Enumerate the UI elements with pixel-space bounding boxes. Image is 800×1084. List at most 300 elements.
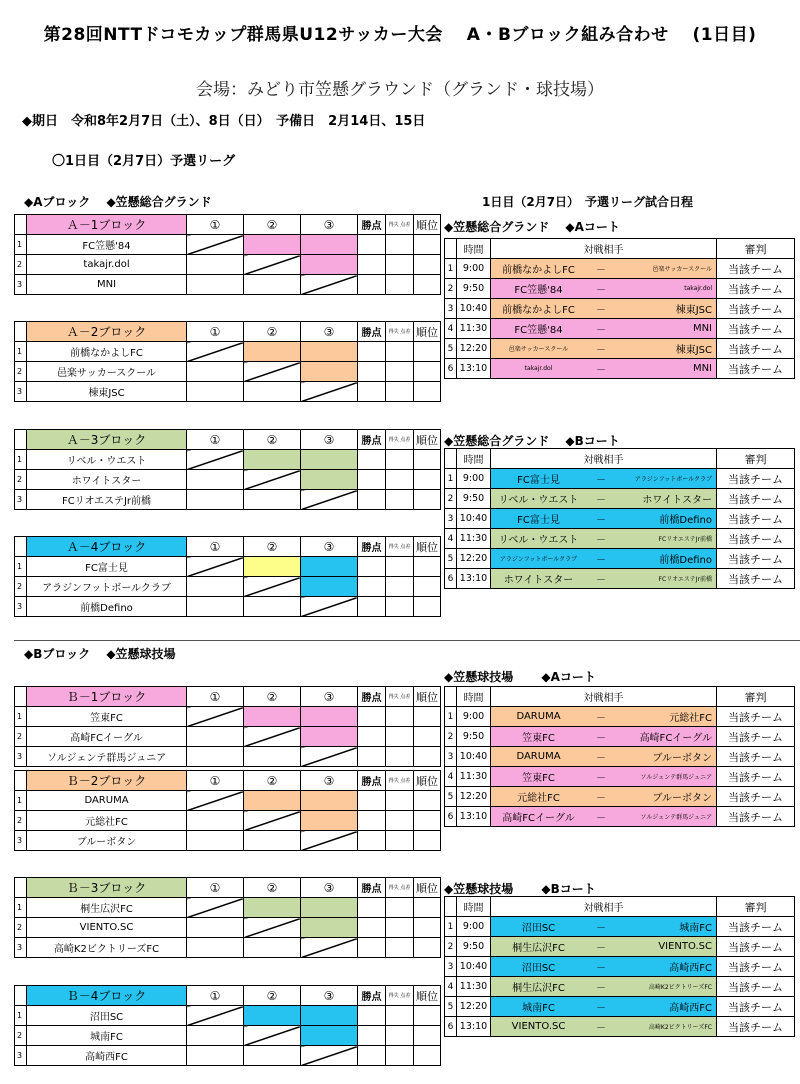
match-time: 9:50 bbox=[457, 727, 491, 747]
match-time: 9:00 bbox=[457, 917, 491, 937]
result-cell bbox=[187, 727, 244, 747]
match-number: 4 bbox=[445, 319, 457, 339]
referee: 当該チーム bbox=[717, 339, 795, 359]
col-header-3: ③ bbox=[301, 537, 358, 557]
col-header-1: ① bbox=[187, 687, 244, 707]
team-number: 1 bbox=[15, 707, 27, 727]
match-inner bbox=[491, 957, 716, 976]
result-cell bbox=[301, 362, 358, 382]
league-header-row bbox=[15, 430, 441, 450]
team-name: ホワイトスター bbox=[27, 470, 187, 490]
match-number: 5 bbox=[445, 339, 457, 359]
result-cell bbox=[187, 938, 244, 958]
gd-cell bbox=[386, 1006, 414, 1026]
diagonal-cell bbox=[187, 235, 244, 255]
away-team: ソルジェンテ群馬ジュニア bbox=[640, 814, 712, 821]
match-dash: － bbox=[596, 495, 606, 506]
home-team: 高崎FCイーグル bbox=[502, 813, 575, 824]
match-dash: － bbox=[596, 555, 606, 566]
match-header: 対戦相手 bbox=[491, 687, 717, 707]
team-number: 1 bbox=[15, 235, 27, 255]
result-cell bbox=[301, 342, 358, 362]
gd-cell bbox=[386, 707, 414, 727]
league-row bbox=[15, 898, 441, 918]
team-name: リベル・ウエスト bbox=[27, 450, 187, 470]
gd-cell bbox=[386, 791, 414, 811]
match-row bbox=[445, 727, 795, 747]
diagonal-cell bbox=[301, 490, 358, 510]
diagonal-cell bbox=[301, 597, 358, 617]
match-cell bbox=[491, 937, 717, 957]
match-row bbox=[445, 279, 795, 299]
match-row bbox=[445, 569, 795, 589]
result-cell bbox=[187, 470, 244, 490]
schedule-title: 1日目（2月7日） 予選リーグ試合日程 bbox=[482, 195, 694, 209]
match-cell bbox=[491, 469, 717, 489]
diagonal-cell bbox=[301, 938, 358, 958]
referee: 当該チーム bbox=[717, 787, 795, 807]
pts-cell bbox=[358, 831, 386, 851]
match-cell bbox=[491, 279, 717, 299]
match-cell bbox=[491, 707, 717, 727]
match-cell bbox=[491, 339, 717, 359]
pts-cell bbox=[358, 275, 386, 295]
pts-cell bbox=[358, 727, 386, 747]
match-number: 1 bbox=[445, 707, 457, 727]
gd-cell bbox=[386, 938, 414, 958]
diagonal-cell bbox=[187, 898, 244, 918]
rank-header: 順位 bbox=[414, 771, 441, 791]
team-name: 前橋Defino bbox=[27, 597, 187, 617]
away-team: ホワイトスター bbox=[642, 495, 712, 506]
result-cell bbox=[244, 342, 301, 362]
match-dash: － bbox=[596, 923, 606, 934]
rank-header: 順位 bbox=[414, 430, 441, 450]
match-inner bbox=[491, 319, 716, 338]
match-cell bbox=[491, 259, 717, 279]
team-name: FC笠懸'84 bbox=[27, 235, 187, 255]
schedule-label: ◆笠懸球技場 ◆Aコート bbox=[444, 670, 596, 684]
section-divider bbox=[14, 640, 800, 641]
col-header-3: ③ bbox=[301, 878, 358, 898]
team-name: 高崎K2ビクトリーズFC bbox=[27, 938, 187, 958]
match-cell bbox=[491, 767, 717, 787]
gd-cell bbox=[386, 342, 414, 362]
pts-cell bbox=[358, 1046, 386, 1066]
col-header-2: ② bbox=[244, 537, 301, 557]
result-cell bbox=[244, 898, 301, 918]
team-name: 棟東JSC bbox=[27, 382, 187, 402]
team-number: 2 bbox=[15, 811, 27, 831]
referee: 当該チーム bbox=[717, 767, 795, 787]
match-time: 10:40 bbox=[457, 747, 491, 767]
result-cell bbox=[187, 362, 244, 382]
league-row bbox=[15, 255, 441, 275]
home-team: 邑楽サッカースクール bbox=[508, 346, 569, 353]
match-time: 9:00 bbox=[457, 707, 491, 727]
league-row bbox=[15, 791, 441, 811]
col-header-1: ① bbox=[187, 537, 244, 557]
section-b-label: ◆Bブロック ◆笠懸球技場 bbox=[24, 647, 176, 661]
league-table bbox=[14, 877, 441, 958]
result-cell bbox=[301, 791, 358, 811]
result-cell bbox=[187, 577, 244, 597]
time-header: 時間 bbox=[457, 687, 491, 707]
away-team: 高崎K2ビクトリーズFC bbox=[648, 1024, 712, 1031]
col-header-3: ③ bbox=[301, 771, 358, 791]
match-number: 5 bbox=[445, 549, 457, 569]
home-team: DARUMA bbox=[516, 751, 561, 762]
result-cell bbox=[244, 938, 301, 958]
league-header-row bbox=[15, 215, 441, 235]
points-header: 勝点 bbox=[358, 687, 386, 707]
team-number: 3 bbox=[15, 1046, 27, 1066]
league-table bbox=[14, 985, 441, 1066]
away-team: 城南FC bbox=[679, 923, 712, 934]
match-row bbox=[445, 937, 795, 957]
referee: 当該チーム bbox=[717, 489, 795, 509]
match-cell bbox=[491, 997, 717, 1017]
match-inner bbox=[491, 339, 716, 358]
league-row bbox=[15, 831, 441, 851]
col-header-2: ② bbox=[244, 878, 301, 898]
referee: 当該チーム bbox=[717, 359, 795, 379]
result-cell bbox=[244, 235, 301, 255]
diagonal-cell bbox=[301, 831, 358, 851]
match-row bbox=[445, 977, 795, 997]
match-dash: － bbox=[596, 475, 606, 486]
league-header-row bbox=[15, 687, 441, 707]
league-row bbox=[15, 918, 441, 938]
team-number: 2 bbox=[15, 1026, 27, 1046]
match-dash: － bbox=[596, 983, 606, 994]
team-number: 3 bbox=[15, 747, 27, 767]
away-team: 元総社FC bbox=[669, 713, 712, 724]
result-cell bbox=[244, 382, 301, 402]
col-header-2: ② bbox=[244, 986, 301, 1006]
away-team: ブルーボタン bbox=[652, 753, 712, 764]
match-row bbox=[445, 469, 795, 489]
match-number: 6 bbox=[445, 569, 457, 589]
block-name: Ｂ－4ブロック bbox=[27, 986, 187, 1006]
league-table bbox=[14, 686, 441, 767]
match-inner bbox=[491, 259, 716, 278]
result-cell bbox=[301, 470, 358, 490]
home-team: DARUMA bbox=[516, 711, 561, 722]
match-number: 5 bbox=[445, 997, 457, 1017]
league-num-header bbox=[15, 537, 27, 557]
match-cell bbox=[491, 359, 717, 379]
match-inner bbox=[491, 977, 716, 996]
away-team: 棟東JSC bbox=[675, 345, 712, 356]
match-row bbox=[445, 259, 795, 279]
points-header: 勝点 bbox=[358, 215, 386, 235]
match-time: 13:10 bbox=[457, 359, 491, 379]
team-name: VIENTO.SC bbox=[27, 918, 187, 938]
schedule-header-row bbox=[445, 239, 795, 259]
points-header: 勝点 bbox=[358, 430, 386, 450]
home-team: 前橋なかよしFC bbox=[502, 265, 575, 276]
schedule-index-header bbox=[445, 687, 457, 707]
rank-cell bbox=[414, 597, 441, 617]
rank-cell bbox=[414, 1026, 441, 1046]
match-inner bbox=[491, 359, 716, 378]
result-cell bbox=[244, 707, 301, 727]
diagonal-cell bbox=[187, 557, 244, 577]
col-header-3: ③ bbox=[301, 687, 358, 707]
match-inner bbox=[491, 469, 716, 488]
pts-cell bbox=[358, 938, 386, 958]
block-name: Ａ－2ブロック bbox=[27, 322, 187, 342]
match-dash: － bbox=[596, 1003, 606, 1014]
result-cell bbox=[301, 1026, 358, 1046]
league-table bbox=[14, 770, 441, 851]
away-team: 棟東JSC bbox=[675, 305, 712, 316]
match-cell bbox=[491, 957, 717, 977]
result-cell bbox=[244, 747, 301, 767]
rank-header: 順位 bbox=[414, 322, 441, 342]
pts-cell bbox=[358, 490, 386, 510]
league-header-row bbox=[15, 771, 441, 791]
league-header-row bbox=[15, 322, 441, 342]
referee: 当該チーム bbox=[717, 319, 795, 339]
pts-cell bbox=[358, 577, 386, 597]
away-team: FCリオエステJr前橋 bbox=[658, 536, 712, 543]
referee: 当該チーム bbox=[717, 549, 795, 569]
home-team: 桐生広沢FC bbox=[512, 943, 565, 954]
match-number: 2 bbox=[445, 937, 457, 957]
team-number: 3 bbox=[15, 275, 27, 295]
match-time: 12:20 bbox=[457, 787, 491, 807]
gd-cell bbox=[386, 597, 414, 617]
league-row bbox=[15, 490, 441, 510]
away-team: takajr.dol bbox=[684, 285, 712, 292]
match-time: 11:30 bbox=[457, 977, 491, 997]
match-row bbox=[445, 787, 795, 807]
diagonal-cell bbox=[244, 470, 301, 490]
pts-cell bbox=[358, 747, 386, 767]
gd-cell bbox=[386, 898, 414, 918]
match-row bbox=[445, 917, 795, 937]
result-cell bbox=[301, 450, 358, 470]
match-inner bbox=[491, 937, 716, 956]
schedule-label: ◆笠懸総合グランド ◆Aコート bbox=[444, 220, 620, 234]
schedule-table bbox=[444, 686, 795, 827]
team-name: takajr.dol bbox=[27, 255, 187, 275]
diagonal-cell bbox=[244, 727, 301, 747]
col-header-2: ② bbox=[244, 322, 301, 342]
result-cell bbox=[301, 707, 358, 727]
match-number: 2 bbox=[445, 489, 457, 509]
match-number: 3 bbox=[445, 747, 457, 767]
goal-diff-header: 得失 点差 bbox=[386, 986, 414, 1006]
diagonal-cell bbox=[187, 791, 244, 811]
gd-cell bbox=[386, 382, 414, 402]
col-header-1: ① bbox=[187, 430, 244, 450]
result-cell bbox=[301, 898, 358, 918]
result-cell bbox=[244, 831, 301, 851]
match-inner bbox=[491, 549, 716, 568]
rank-cell bbox=[414, 918, 441, 938]
result-cell bbox=[187, 382, 244, 402]
gd-cell bbox=[386, 1026, 414, 1046]
match-row bbox=[445, 299, 795, 319]
pts-cell bbox=[358, 362, 386, 382]
col-header-1: ① bbox=[187, 771, 244, 791]
match-inner bbox=[491, 997, 716, 1016]
home-team: VIENTO.SC bbox=[511, 1021, 566, 1032]
match-number: 6 bbox=[445, 807, 457, 827]
match-dash: － bbox=[596, 813, 606, 824]
time-header: 時間 bbox=[457, 449, 491, 469]
match-time: 11:30 bbox=[457, 319, 491, 339]
rank-cell bbox=[414, 490, 441, 510]
league-row bbox=[15, 557, 441, 577]
col-header-1: ① bbox=[187, 215, 244, 235]
match-time: 11:30 bbox=[457, 767, 491, 787]
rank-cell bbox=[414, 557, 441, 577]
away-team: 高崎K2ビクトリーズFC bbox=[648, 984, 712, 991]
result-cell bbox=[187, 1046, 244, 1066]
away-team: 前橋Defino bbox=[659, 555, 712, 566]
league-row bbox=[15, 811, 441, 831]
match-inner bbox=[491, 1017, 716, 1036]
home-team: takajr.dol bbox=[524, 365, 553, 372]
points-header: 勝点 bbox=[358, 878, 386, 898]
match-cell bbox=[491, 807, 717, 827]
pts-cell bbox=[358, 707, 386, 727]
referee: 当該チーム bbox=[717, 917, 795, 937]
home-team: FC富士見 bbox=[517, 515, 560, 526]
match-dash: － bbox=[596, 753, 606, 764]
referee: 当該チーム bbox=[717, 807, 795, 827]
rank-header: 順位 bbox=[414, 986, 441, 1006]
team-name: FC富士見 bbox=[27, 557, 187, 577]
league-row bbox=[15, 470, 441, 490]
team-number: 1 bbox=[15, 342, 27, 362]
result-cell bbox=[301, 727, 358, 747]
gd-cell bbox=[386, 362, 414, 382]
referee: 当該チーム bbox=[717, 937, 795, 957]
schedule-index-header bbox=[445, 239, 457, 259]
block-name: Ａ－3ブロック bbox=[27, 430, 187, 450]
league-row bbox=[15, 938, 441, 958]
team-number: 2 bbox=[15, 470, 27, 490]
diagonal-cell bbox=[187, 450, 244, 470]
diagonal-cell bbox=[244, 811, 301, 831]
home-team: 沼田SC bbox=[521, 923, 556, 934]
rank-cell bbox=[414, 898, 441, 918]
referee-header: 審判 bbox=[717, 449, 795, 469]
home-team: 笠東FC bbox=[522, 733, 555, 744]
match-time: 9:50 bbox=[457, 489, 491, 509]
match-cell bbox=[491, 727, 717, 747]
gd-cell bbox=[386, 450, 414, 470]
match-dash: － bbox=[596, 773, 606, 784]
referee: 当該チーム bbox=[717, 707, 795, 727]
match-row bbox=[445, 747, 795, 767]
match-row bbox=[445, 707, 795, 727]
match-dash: － bbox=[596, 265, 606, 276]
team-number: 3 bbox=[15, 831, 27, 851]
referee: 当該チーム bbox=[717, 569, 795, 589]
away-team: 高崎FCイーグル bbox=[639, 733, 712, 744]
league-num-header bbox=[15, 322, 27, 342]
match-time: 13:10 bbox=[457, 569, 491, 589]
match-dash: － bbox=[596, 575, 606, 586]
result-cell bbox=[244, 597, 301, 617]
pts-cell bbox=[358, 597, 386, 617]
match-dash: － bbox=[596, 963, 606, 974]
team-number: 1 bbox=[15, 557, 27, 577]
result-cell bbox=[301, 1006, 358, 1026]
match-cell bbox=[491, 529, 717, 549]
match-time: 9:50 bbox=[457, 279, 491, 299]
league-row bbox=[15, 342, 441, 362]
match-row bbox=[445, 529, 795, 549]
rank-cell bbox=[414, 275, 441, 295]
league-table bbox=[14, 429, 441, 510]
diagonal-cell bbox=[187, 707, 244, 727]
away-team: ブルーボタン bbox=[652, 793, 712, 804]
rank-cell bbox=[414, 1046, 441, 1066]
goal-diff-header: 得失 点差 bbox=[386, 215, 414, 235]
result-cell bbox=[187, 255, 244, 275]
col-header-3: ③ bbox=[301, 430, 358, 450]
time-header: 時間 bbox=[457, 239, 491, 259]
match-time: 12:20 bbox=[457, 339, 491, 359]
result-cell bbox=[301, 255, 358, 275]
home-team: 城南FC bbox=[522, 1003, 555, 1014]
match-dash: － bbox=[596, 535, 606, 546]
goal-diff-header: 得失 点差 bbox=[386, 878, 414, 898]
match-number: 2 bbox=[445, 727, 457, 747]
gd-cell bbox=[386, 255, 414, 275]
match-cell bbox=[491, 319, 717, 339]
match-time: 10:40 bbox=[457, 299, 491, 319]
result-cell bbox=[244, 275, 301, 295]
pts-cell bbox=[358, 918, 386, 938]
league-row bbox=[15, 275, 441, 295]
team-number: 2 bbox=[15, 577, 27, 597]
pts-cell bbox=[358, 470, 386, 490]
match-number: 5 bbox=[445, 787, 457, 807]
league-row bbox=[15, 1046, 441, 1066]
match-number: 2 bbox=[445, 279, 457, 299]
league-row bbox=[15, 450, 441, 470]
home-team: ホワイトスター bbox=[503, 575, 574, 586]
match-number: 3 bbox=[445, 299, 457, 319]
match-inner bbox=[491, 489, 716, 508]
result-cell bbox=[244, 791, 301, 811]
schedule-table bbox=[444, 896, 795, 1037]
col-header-3: ③ bbox=[301, 986, 358, 1006]
gd-cell bbox=[386, 577, 414, 597]
referee: 当該チーム bbox=[717, 977, 795, 997]
col-header-1: ① bbox=[187, 322, 244, 342]
rank-header: 順位 bbox=[414, 537, 441, 557]
match-inner bbox=[491, 569, 716, 588]
match-cell bbox=[491, 747, 717, 767]
league-header-row bbox=[15, 986, 441, 1006]
match-dash: － bbox=[596, 943, 606, 954]
match-number: 1 bbox=[445, 259, 457, 279]
referee: 当該チーム bbox=[717, 279, 795, 299]
match-time: 9:00 bbox=[457, 259, 491, 279]
team-number: 1 bbox=[15, 898, 27, 918]
home-team: FC笠懸'84 bbox=[514, 285, 563, 296]
league-row bbox=[15, 577, 441, 597]
